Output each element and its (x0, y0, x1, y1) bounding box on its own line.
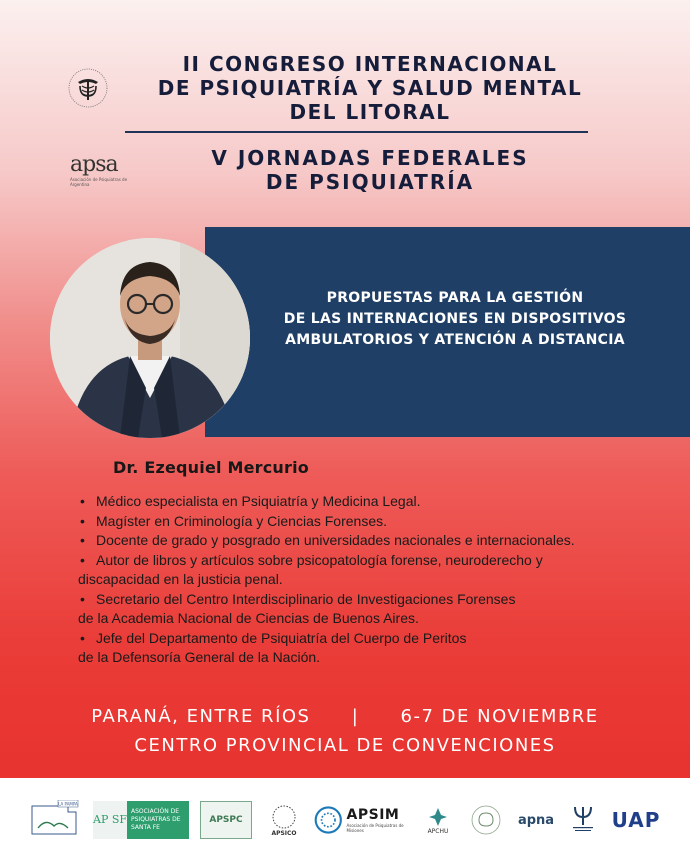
psychiatry-society-logo (66, 66, 110, 110)
bullet-icon: • (80, 532, 85, 548)
congress-title-line-1: II CONGRESO INTERNACIONAL (182, 52, 558, 76)
event-venue: CENTRO PROVINCIAL DE CONVENCIONES (134, 735, 556, 756)
apsim-caption: Asociación de Psiquiatras de Misiones (346, 823, 404, 833)
sponsor-apsico (264, 800, 304, 840)
bio-text: Docente de grado y posgrado en universidades nacionales e internacionales. (96, 532, 575, 548)
sponsor-psychiatry-assoc (568, 800, 598, 840)
bio-item (78, 590, 648, 629)
bio-item (78, 512, 648, 532)
sponsor-apsim (314, 800, 410, 840)
sponsor-brain-society (468, 800, 504, 840)
la-pampa-label: LA PAMPA (58, 801, 78, 807)
event-dates: 6-7 DE NOVIEMBRE (400, 706, 599, 727)
jornadas-title-line-1: V JORNADAS FEDERALES (211, 146, 529, 170)
apchu-label: APCHU (427, 827, 449, 835)
event-location-dates (0, 706, 690, 727)
sponsor-la-pampa (28, 800, 80, 840)
event-separator: | (351, 706, 360, 727)
apsim-icon (314, 803, 343, 837)
bio-text: Jefe del Departamento de Psiquiatría del Cuerpo de Peritos (96, 629, 467, 646)
apspc-label: APSPC (200, 801, 252, 839)
speaker-portrait (50, 238, 250, 438)
bio-text-continued: discapacidad en la justicia penal. (78, 571, 283, 587)
title-divider (125, 131, 588, 133)
sponsor-apsf (92, 800, 190, 840)
bio-text-continued: de la Defensoría General de la Nación. (78, 649, 321, 665)
speaker-bio (78, 492, 648, 668)
talk-title-line-1: PROPUESTAS PARA LA GESTIÓN (326, 290, 584, 306)
bullet-icon: • (80, 629, 85, 646)
jornadas-title (110, 146, 630, 194)
talk-title (250, 288, 660, 351)
event-location: PARANÁ, ENTRE RÍOS (91, 706, 311, 727)
bio-item (78, 492, 648, 512)
bullet-icon: • (80, 590, 85, 607)
bullet-icon: • (80, 493, 85, 509)
speaker-name: Dr. Ezequiel Mercurio (113, 458, 309, 477)
congress-title-line-2: DE PSIQUIATRÍA Y SALUD MENTAL (157, 76, 583, 100)
brain-emblem-icon (470, 804, 502, 836)
apsa-logo-caption: Asociación de Psiquiatras de Argentina (70, 177, 128, 187)
bio-item (78, 531, 648, 551)
apsf-letters: AP SF (93, 801, 127, 839)
bio-text: Médico especialista en Psiquiatría y Medicina Legal. (96, 493, 421, 509)
bio-item (78, 629, 648, 668)
bio-text: Autor de libros y artículos sobre psicopatología forense, neuroderecho y (96, 551, 543, 568)
congress-title (110, 52, 630, 124)
jornadas-title-line-2: DE PSIQUIATRÍA (265, 170, 475, 194)
bio-text: Secretario del Centro Interdisciplinario de Investigaciones Forenses (96, 590, 516, 607)
caduceus-emblem-icon (66, 66, 110, 110)
apsa-logo-text: apsa (70, 152, 118, 177)
sponsor-apspc (200, 800, 252, 840)
apsico-icon (271, 804, 297, 830)
apsico-label: APSICO (271, 829, 297, 837)
bullet-icon: • (80, 551, 85, 568)
congress-title-line-3: DEL LITORAL (289, 100, 451, 124)
uap-label: UAP (611, 808, 661, 832)
bio-text: Magíster en Criminología y Ciencias Forenses. (96, 512, 388, 529)
bullet-icon: • (80, 512, 85, 529)
talk-title-line-2: DE LAS INTERNACIONES EN DISPOSITIVOS (283, 311, 627, 327)
bio-text-continued: de la Academia Nacional de Ciencias de Buenos Aires. (78, 610, 419, 626)
apsim-label: APSIM (346, 807, 400, 823)
sponsor-apchu (420, 800, 456, 840)
apchu-icon (427, 806, 449, 828)
talk-title-line-3: AMBULATORIOS Y ATENCIÓN A DISTANCIA (285, 332, 625, 348)
bio-item (78, 551, 648, 590)
sponsor-uap (606, 800, 666, 840)
la-pampa-map-icon (28, 800, 80, 840)
apsf-name: ASOCIACIÓN DE PSIQUIATRAS DE SANTA FE (127, 801, 189, 839)
apna-label: apna (517, 812, 555, 828)
sponsor-apna (512, 800, 560, 840)
speaker-photo (50, 238, 250, 438)
psi-emblem-icon (571, 805, 595, 835)
